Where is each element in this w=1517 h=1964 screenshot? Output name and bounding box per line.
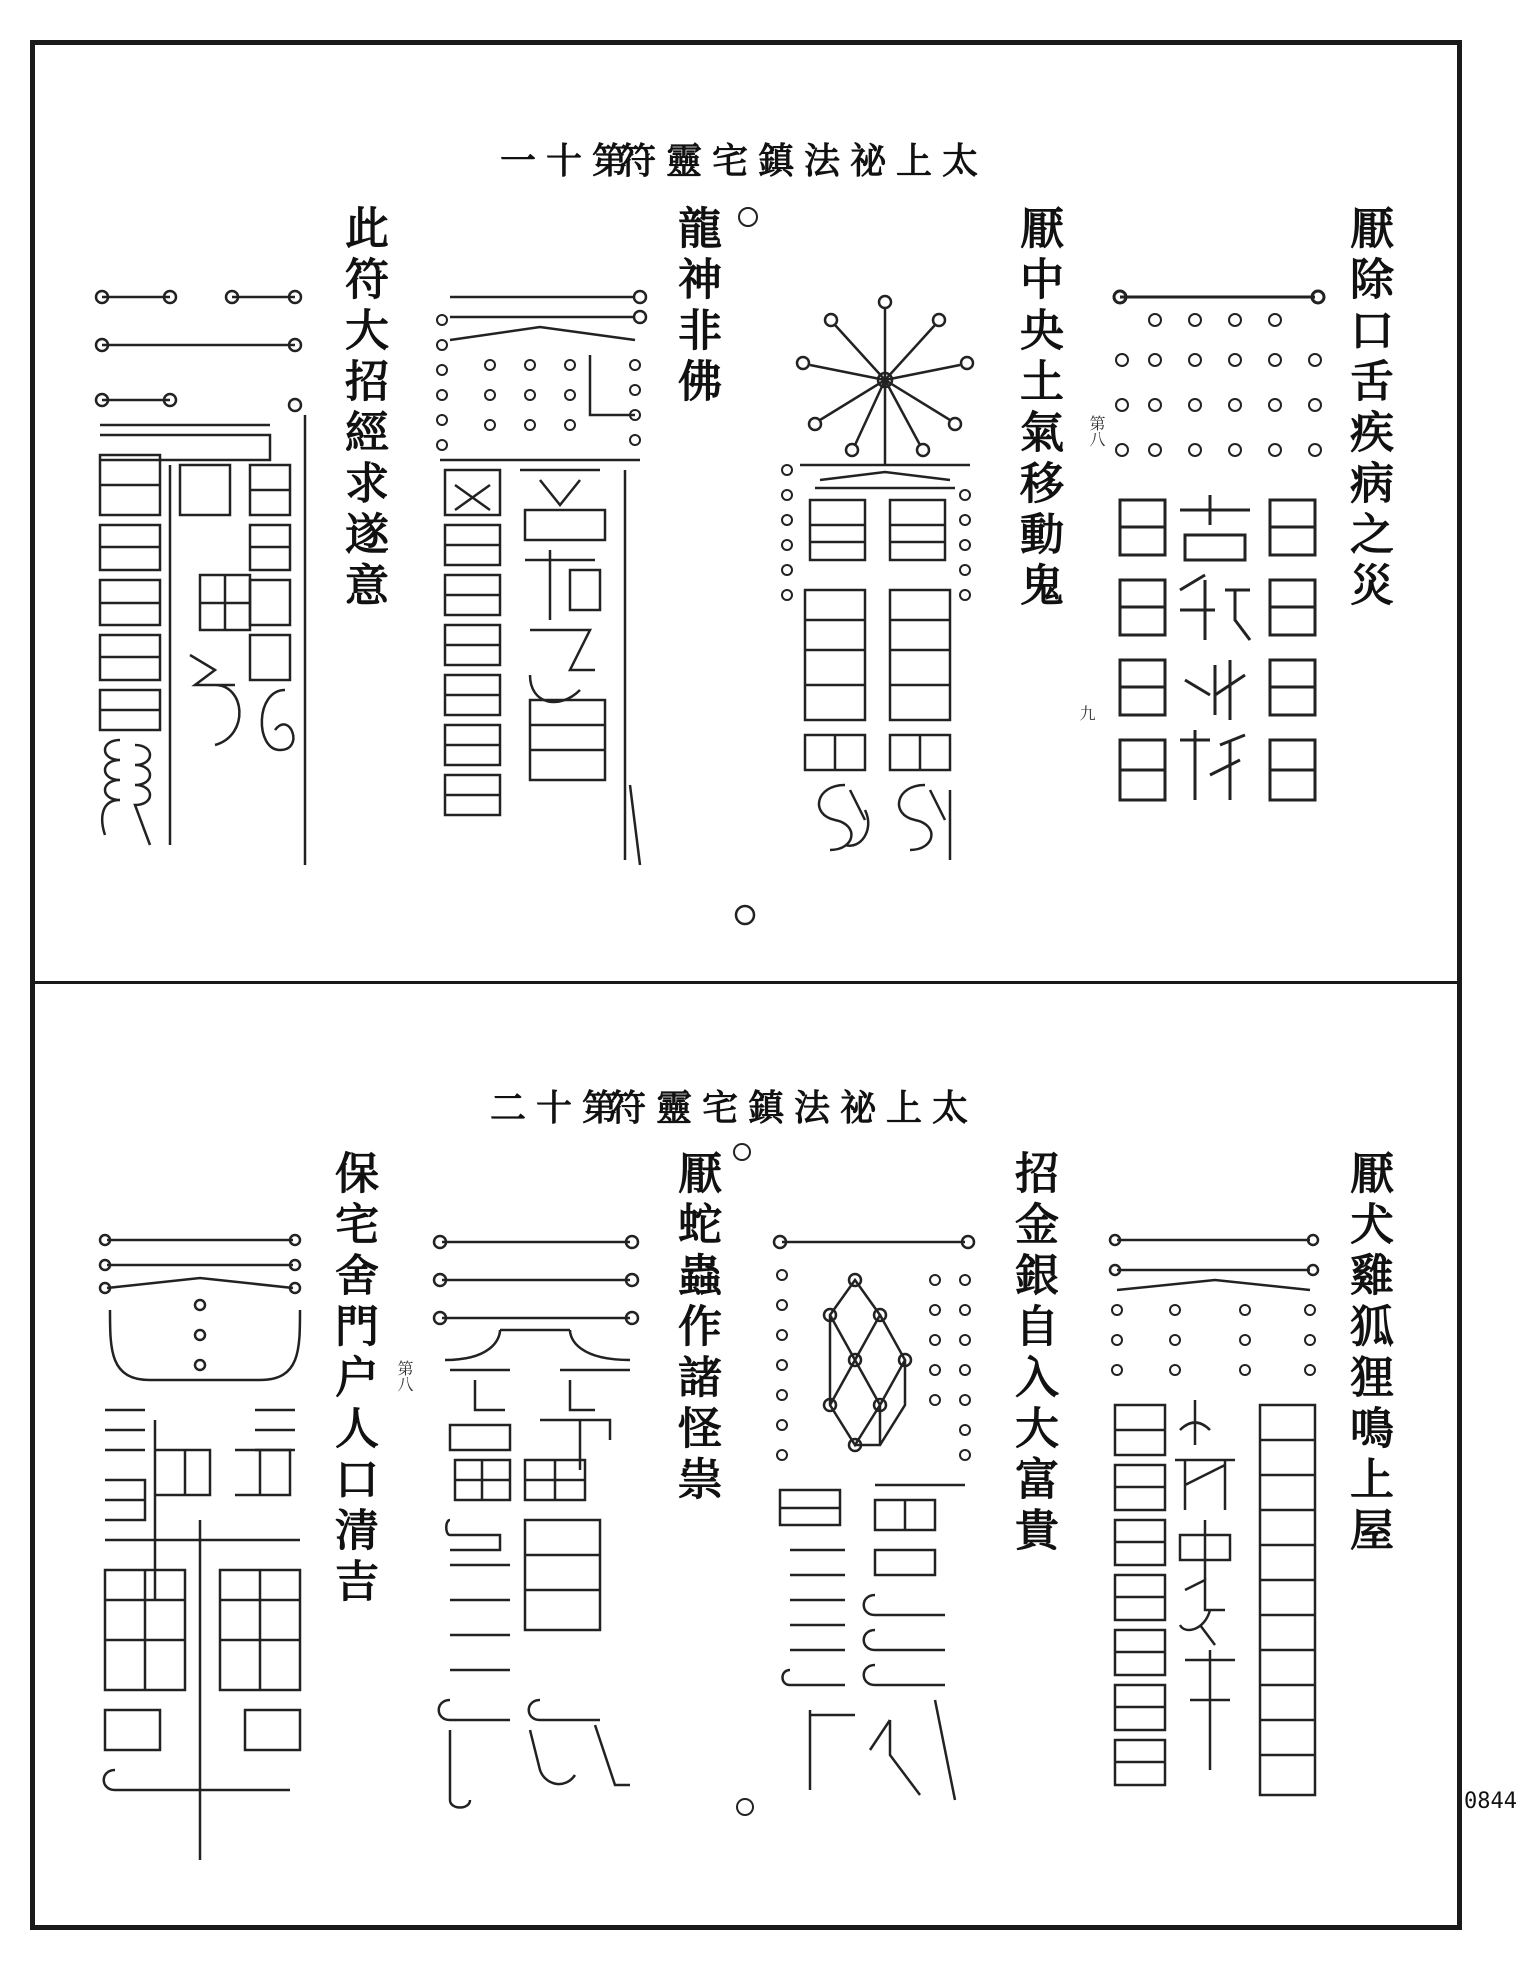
section2-caption-3: 厭蛇蟲作諸怪祟 xyxy=(670,1150,721,1507)
talisman-2 xyxy=(775,290,990,870)
section2-caption-4: 保宅舍門户人口清吉 xyxy=(327,1150,378,1609)
section1-note-1: 第八 xyxy=(1087,415,1106,447)
section2-caption-2: 招金銀自入大富貴 xyxy=(1007,1150,1058,1558)
talisman-3 xyxy=(430,285,650,865)
section2-title-left: 二十第 xyxy=(490,1087,629,1129)
ring-mark xyxy=(733,903,757,927)
section1-caption-1: 厭除口舌疾病之災 xyxy=(1342,205,1393,613)
talisman-4 xyxy=(90,285,315,865)
section1-caption-4: 此符大招經求遂意 xyxy=(337,205,388,613)
section2-caption-1: 厭犬雞狐狸鳴上屋 xyxy=(1342,1150,1393,1558)
talisman-1 xyxy=(1110,285,1335,845)
talisman-8 xyxy=(95,1230,310,1820)
ring-mark xyxy=(736,205,760,229)
talisman-7 xyxy=(430,1230,650,1820)
talisman-6 xyxy=(770,1230,985,1810)
page-number: 0844 xyxy=(1464,1789,1517,1814)
talisman-5 xyxy=(1105,1230,1330,1810)
section1-caption-3: 龍神非佛 xyxy=(670,205,721,409)
ring-mark xyxy=(730,1140,754,1164)
section1-caption-2: 厭中央土氣移動鬼 xyxy=(1012,205,1063,613)
section1-title-right: 符靈宅鎮法祕上太 xyxy=(620,140,989,182)
section2-note-1: 第八 xyxy=(395,1360,414,1392)
section-divider xyxy=(30,981,1462,984)
section1-title-left: 一十第 xyxy=(500,140,639,182)
section2-title-right: 符靈宅鎮法祕上太 xyxy=(610,1087,979,1129)
ring-mark xyxy=(733,1795,757,1819)
section1-note-2: 九 xyxy=(1077,705,1096,721)
